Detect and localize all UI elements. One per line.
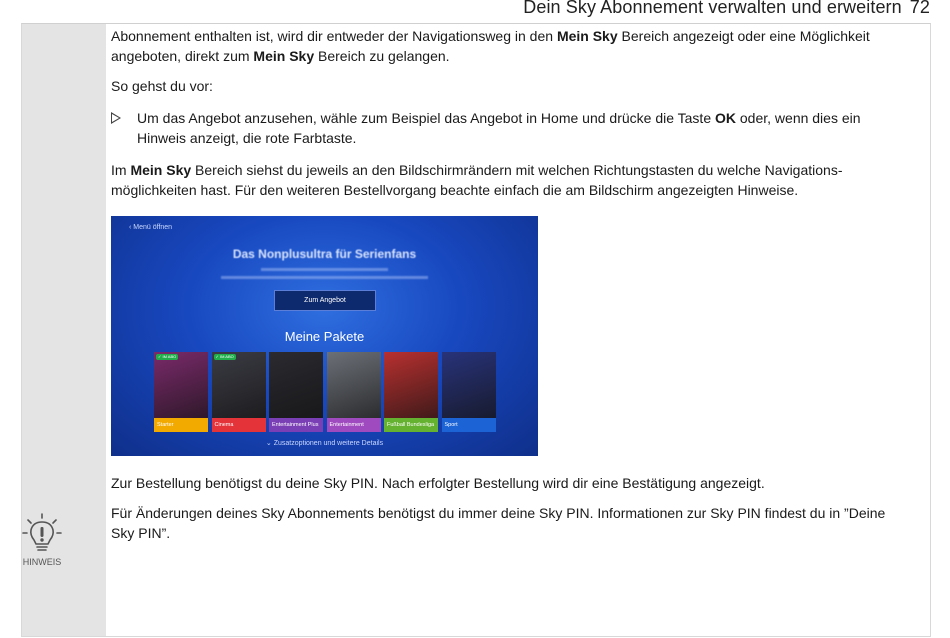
tv-package-label: Starter [154,418,208,432]
tv-package-label: Entertainment [327,418,381,432]
tv-headline: Das Nonplusultra für Serienfans [232,247,417,261]
main-content-lower [111,473,893,553]
tv-package-tile [212,352,266,432]
hint-label: HINWEIS [22,557,62,567]
tv-package-label: Cinema [212,418,266,432]
paragraph-navigation: Im Mein Sky Bereich siehst du jeweils an den Bildschirmrändern mit welchen Richtungstasten du welche Navigations-möglichkeiten hast. Für den weiteren Bestellvorgang beachte einfach die am Bildschirm angezeigten Hinweise. [111,162,843,198]
tv-offer-button: Zum Angebot [274,290,376,311]
paragraph-order-pin: Zur Bestellung benötigst du deine Sky PIN. Nach erfolgter Bestellung wird dir eine Bestätigung angezeigt. [111,475,765,491]
tv-package-image [212,352,266,418]
tv-package-label: Sport [442,418,496,432]
tv-blurred-subtitle [261,268,388,271]
page-number: 72 [909,0,930,17]
tv-package-label: Entertainment Plus [269,418,323,432]
paragraph-intro: Abonnement enthalten ist, wird dir entweder der Navigationsweg in den Mein Sky Bereich angezeigt oder eine Möglichkeit angeboten, direkt zum Mein Sky Bereich zu gelangen. [111,28,870,64]
tv-package-image [442,352,496,418]
hint-box [20,513,64,567]
tv-footer-label: ⌄ Zusatzoptionen und weitere Details [265,440,384,447]
list-item-step: Um das Angebot anzusehen, wähle zum Beispiel das Angebot in Home und drücke die Taste OK oder, wenn dies ein Hinweis anzeigt, die rote Farbtaste. [111,108,893,148]
tv-package-image [384,352,438,418]
tv-package-tile [269,352,323,432]
tv-package-tile [154,352,208,432]
tv-package-tile [384,352,438,432]
tv-package-badge: ✓ IM ABO [158,354,177,359]
tv-package-tiles [154,352,496,432]
tv-package-image [154,352,208,418]
main-content [111,26,893,200]
tv-blurred-subtitle [221,276,428,279]
page-header [523,0,930,18]
tv-package-label: Fußball Bundesliga [384,418,438,432]
tv-package-image [269,352,323,418]
tv-package-tile [442,352,496,432]
tv-package-tile [327,352,381,432]
tv-back-label: ‹ Menü öffnen [129,224,173,231]
lightbulb-exclamation-icon [22,513,62,555]
tv-section-title: Meine Pakete [284,329,365,344]
triangle-bullet-icon [111,112,121,124]
paragraph-steps-heading: So gehst du vor: [111,78,213,94]
tv-package-badge: ✓ IM ABO [215,354,234,359]
page-header-title: Dein Sky Abonnement verwalten und erweitern [523,0,902,17]
tv-package-image [327,352,381,418]
paragraph-change-pin: Für Änderungen deines Sky Abonnements benötigst du immer deine Sky PIN. Informationen zur Sky PIN findest du in ”Deine Sky PIN”. [111,505,886,541]
tv-screenshot [111,216,538,456]
